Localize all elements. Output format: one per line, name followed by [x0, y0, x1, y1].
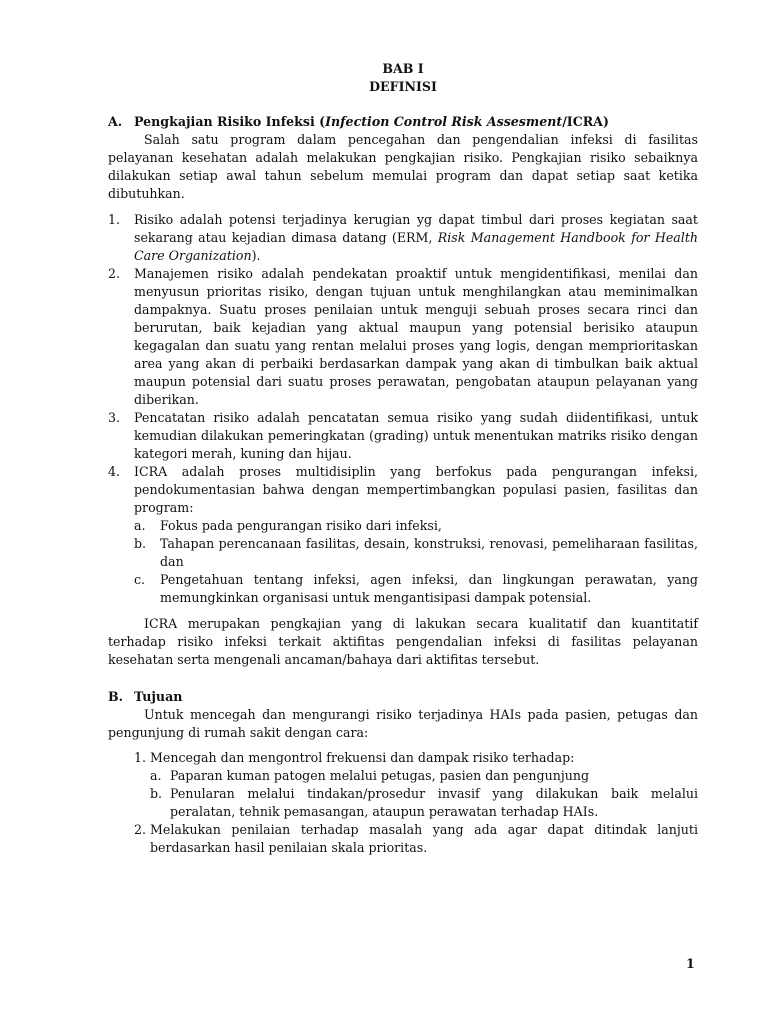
sub-list-item-text: Paparan kuman patogen melalui petugas, pasien dan pengunjung — [170, 768, 590, 783]
sub-list-item-text: Penularan melalui tindakan/prosedur invasif yang dilakukan baik melalui peralatan, tehnik pemasangan, ataupun perawatan terhadap HAIs. — [170, 786, 698, 819]
list-item — [108, 265, 698, 409]
sub-list-item — [134, 535, 698, 571]
chapter-label: BAB I — [382, 61, 424, 76]
list-item — [134, 749, 698, 821]
section-a-heading — [108, 113, 698, 131]
sub-list-item-text: Fokus pada pengurangan risiko dari infeksi, — [160, 518, 442, 533]
list-marker: 1. — [134, 750, 147, 765]
section-a-heading-italic: Infection Control Risk Assesment — [325, 114, 563, 129]
sub-list-marker: a. — [134, 518, 146, 533]
list-item-text — [134, 211, 698, 265]
list-item — [108, 211, 698, 265]
section-a-letter: A. — [108, 114, 123, 129]
sub-list-marker: b. — [150, 786, 163, 801]
list-marker: 1. — [108, 212, 121, 227]
list-item — [108, 463, 698, 607]
sub-list-marker: c. — [134, 572, 146, 587]
list-marker: 3. — [108, 410, 121, 425]
list-item-text-pre: Risiko adalah potensi terjadinya kerugian yg dapat timbul dari proses kegiatan saat sekarang atau kejadian dimasa datang (ERM, — [134, 212, 698, 245]
sub-list-item-text: Pengetahuan tentang infeksi, agen infeksi, dan lingkungan perawatan, yang memungkinkan organisasi untuk mengantisipasi dampak potensial. — [160, 572, 698, 605]
section-b-heading — [108, 688, 698, 706]
list-marker: 4. — [108, 464, 121, 479]
section-a-intro: Salah satu program dalam pencegahan dan pengendalian infeksi di fasilitas pelayanan kesehatan adalah melakukan pengkajian risiko. Pengkajian risiko sebaiknya dilakukan setiap awal tahun sebelum memulai program dan dapat setiap saat ketika dibutuhkan. — [108, 132, 698, 201]
list-item-body — [150, 749, 698, 821]
list-marker: 2. — [134, 822, 147, 837]
sub-list-item-text: Tahapan perencanaan fasilitas, desain, konstruksi, renovasi, pemeliharaan fasilitas, dan — [160, 536, 698, 569]
list-item-text: Melakukan penilaian terhadap masalah yang ada agar dapat ditindak lanjuti berdasarkan hasil penilaian skala prioritas. — [150, 822, 698, 855]
section-a-closing: ICRA merupakan pengkajian yang di lakukan secara kualitatif dan kuantitatif terhadap risiko infeksi terkait aktifitas pengendalian infeksi di fasilitas pelayanan kesehatan serta mengenali ancaman/bahaya dari aktifitas tersebut. — [108, 616, 698, 667]
section-a-heading-text — [134, 113, 609, 131]
sub-list-item — [134, 571, 698, 607]
list-item-text: Pencatatan risiko adalah pencatatan semua risiko yang sudah diidentifikasi, untuk kemudian dilakukan pemeringkatan (grading) untuk menentukan matriks risiko dengan kategori merah, kuning dan hijau. — [134, 410, 698, 461]
section-a-heading-post: /ICRA) — [562, 114, 609, 129]
sub-list — [150, 767, 698, 821]
list-item — [108, 409, 698, 463]
page-number: 1 — [686, 956, 695, 971]
list-item — [134, 821, 698, 857]
sub-list-item — [150, 767, 698, 785]
sub-list — [134, 517, 698, 607]
list-item-text: Manajemen risiko adalah pendekatan proaktif untuk mengidentifikasi, menilai dan menyusun prioritas risiko, dengan tujuan untuk menghilangkan atau meminimalkan dampaknya. Suatu proses penilaian untuk menguji sebuah proses secara rinci dan berurutan, baik kejadian yang aktual maupun yang potensial berisiko ataupun kegagalan dan suatu yang rentan melalui proses yang logis, dengan memprioritaskan area yang akan di perbaiki berdasarkan dampak yang akan di timbulkan baik aktual maupun potensial dari suatu proses perawatan, pengobatan ataupun pelayanan yang diberikan. — [134, 266, 698, 407]
chapter-title: DEFINISI — [369, 79, 437, 94]
list-item-text: ICRA adalah proses multidisiplin yang berfokus pada pengurangan infeksi, pendokumentasian bahwa dengan mempertimbangkan populasi pasien, fasilitas dan program: — [134, 464, 698, 515]
sub-list-item — [134, 517, 698, 535]
section-a-list — [108, 211, 698, 607]
section-a-heading-pre: Pengkajian Risiko Infeksi ( — [134, 114, 326, 129]
sub-list-marker: b. — [134, 536, 147, 551]
section-b-heading-text: Tujuan — [134, 689, 183, 704]
section-b-letter: B. — [108, 689, 124, 704]
list-item-text: Mencegah dan mengontrol frekuensi dan dampak risiko terhadap: — [150, 750, 575, 765]
list-item-text-post: ). — [251, 248, 261, 263]
section-b-list — [134, 749, 698, 857]
sub-list-item — [150, 785, 698, 821]
sub-list-marker: a. — [150, 768, 162, 783]
list-marker: 2. — [108, 266, 121, 281]
section-b-intro: Untuk mencegah dan mengurangi risiko terjadinya HAIs pada pasien, petugas dan pengunjung di rumah sakit dengan cara: — [108, 707, 698, 740]
list-item-body — [134, 463, 698, 607]
document-page — [108, 60, 698, 857]
list-item-text-italic: Risk Management Handbook for Health Care Organization — [134, 230, 698, 263]
